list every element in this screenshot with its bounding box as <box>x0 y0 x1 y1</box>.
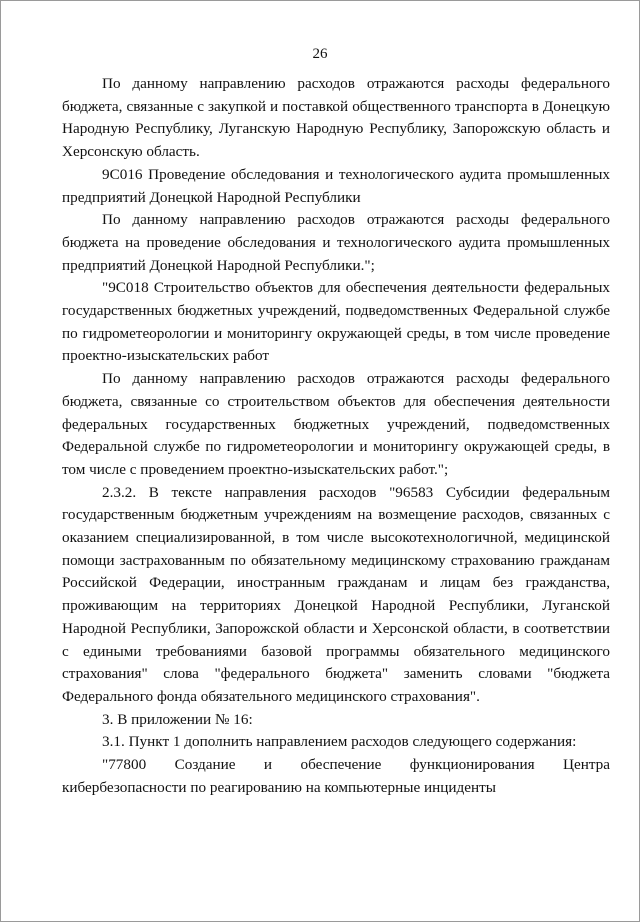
document-body <box>62 73 610 800</box>
paragraph-audit-expenses: По данному направлению расходов отражаются расходы федерального бюджета на проведение обследования и технологического аудита промышленных предприятий Донецкой Народной Республики."; <box>62 211 610 274</box>
paragraph-item-2-3-2: 2.3.2. В тексте направления расходов "96583 Субсидии федеральным государственным бюджетным учреждениям на возмещение расходов, связанных с оказанием специализированной, в том числе высокотехнологичной, медицинской помощи застрахованным по обязательному медицинскому страхованию гражданам Российской Федерации, иностранным гражданам и лицам без гражданства, проживающим на территориях Донецкой Народной Республики, Луганской Народной Республики, Запорожской области и Херсонской области, в соответствии с едиными требованиями базовой программы обязательного медицинского страхования" слова "федерального бюджета" заменить словами "бюджета Федерального фонда обязательного медицинского страхования". <box>62 483 610 705</box>
paragraph-appendix-16: 3. В приложении № 16: <box>102 710 253 728</box>
paragraph-code-9c016: 9С016 Проведение обследования и технологического аудита промышленных предприятий Донецкой Народной Республики <box>62 165 610 206</box>
paragraph-code-77800: "77800 Создание и обеспечение функционирования Центра кибербезопасности по реагированию на компьютерные инциденты <box>62 756 610 796</box>
page-number: 26 <box>312 46 328 62</box>
paragraph-item-3-1: 3.1. Пункт 1 дополнить направлением расходов следующего содержания: <box>102 733 577 751</box>
paragraph-transport-expenses: По данному направлению расходов отражаются расходы федерального бюджета, связанные с закупкой и поставкой общественного транспорта в Донецкую Народную Республику, Луганскую Народную Республику, Запорожскую область и Херсонскую область. <box>62 75 610 161</box>
paragraph-construction-expenses: По данному направлению расходов отражаются расходы федерального бюджета, связанные со строительством объектов для обеспечения деятельности федеральных государственных бюджетных учреждений, подведомственных Федеральной службе по гидрометеорологии и мониторингу окружающей среды, в том числе с проведением проектно-изыскательских работ."; <box>62 370 610 478</box>
paragraph-code-9c018: "9С018 Строительство объектов для обеспечения деятельности федеральных государственных бюджетных учреждений, подведомственных Федеральной службе по гидрометеорологии и мониторингу окружающей среды, в том числе проведение проектно-изыскательских работ <box>62 279 610 365</box>
